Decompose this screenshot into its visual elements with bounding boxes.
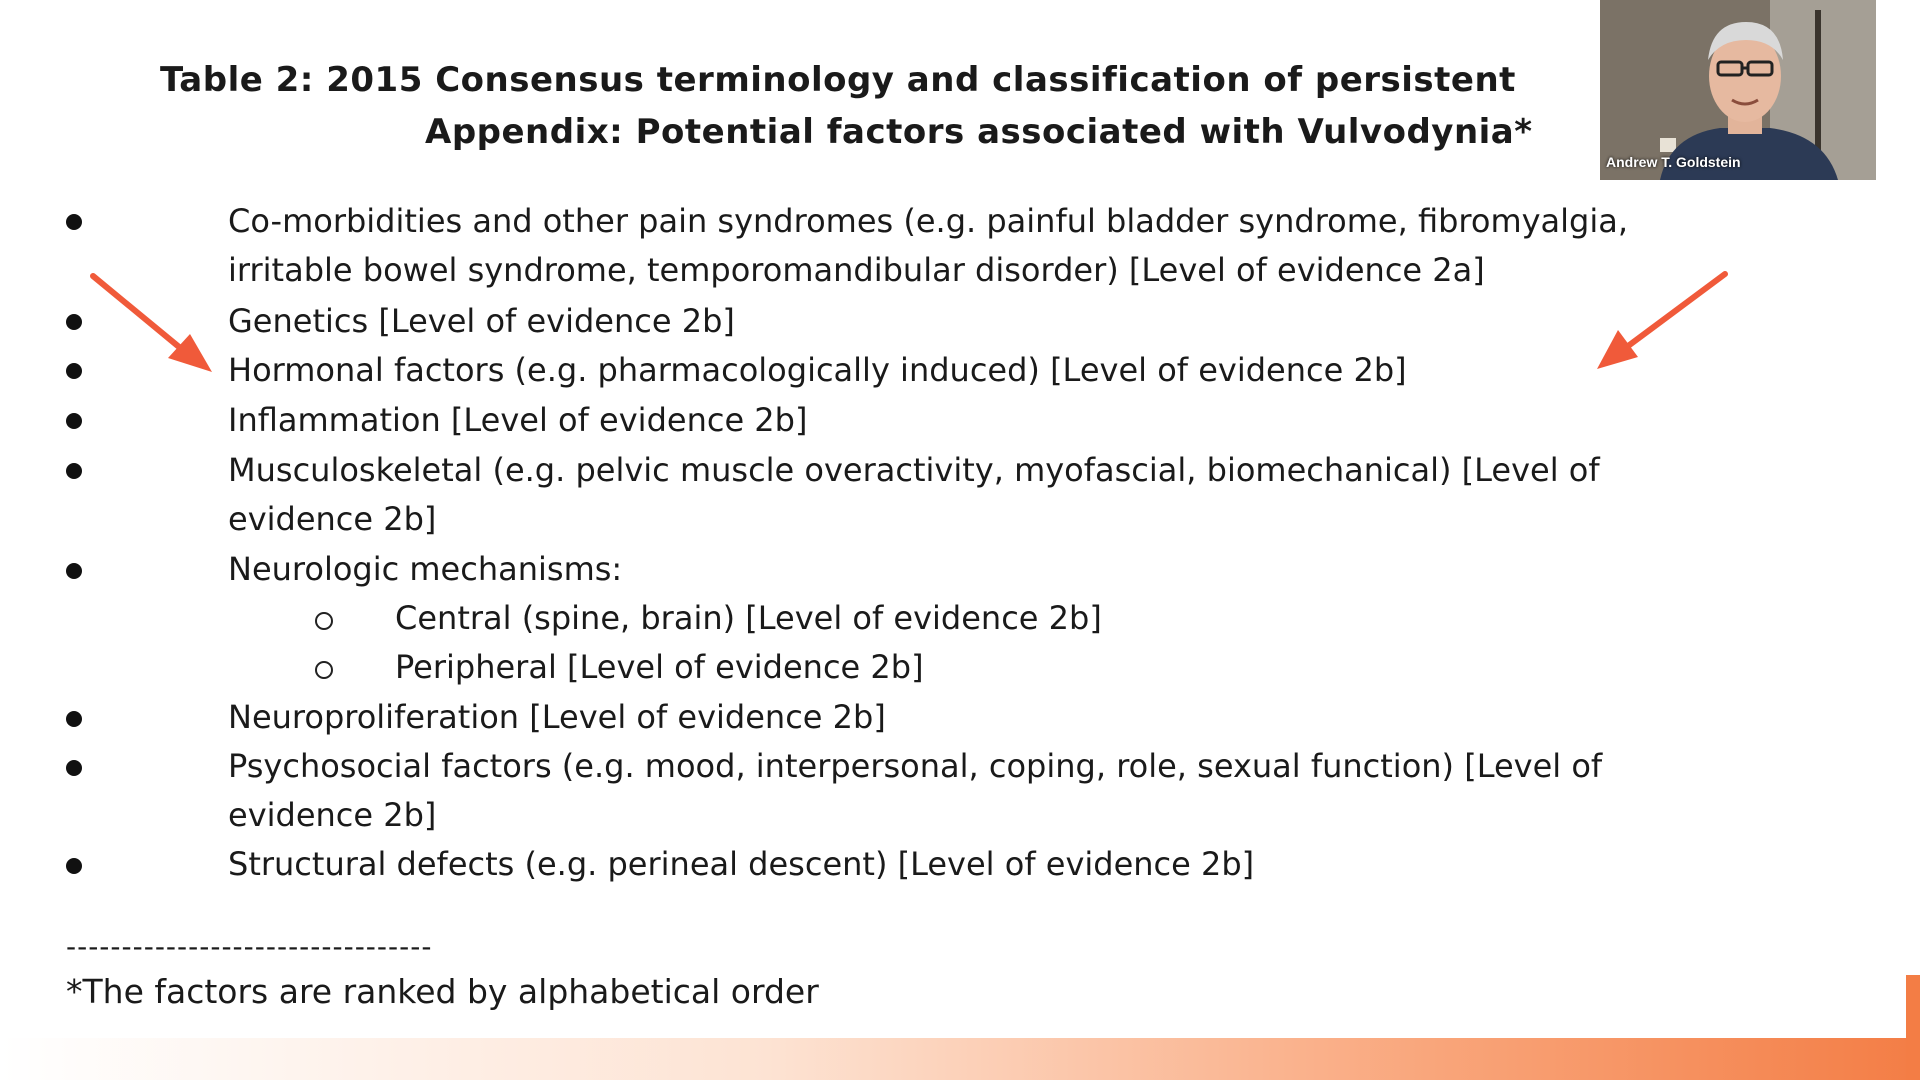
- sub-item-peripheral: Peripheral [Level of evidence 2b]: [395, 648, 924, 686]
- slide-title: Table 2: 2015 Consensus terminology and classification of persistent: [160, 60, 1516, 100]
- list-item-neurologic: Neurologic mechanisms:: [228, 550, 623, 588]
- list-item-neuroproliferation: Neuroproliferation [Level of evidence 2b]: [228, 698, 886, 736]
- list-item-comorbidities: Co-morbidities and other pain syndromes (e.g. painful bladder syndrome, fibromyalgia,: [228, 202, 1629, 240]
- list-item-inflammation: Inflammation [Level of evidence 2b]: [228, 401, 808, 439]
- sub-item-central: Central (spine, brain) [Level of evidence 2b]: [395, 599, 1102, 637]
- right-accent-bar: [1906, 975, 1920, 1080]
- webcam-video-tile[interactable]: [1600, 0, 1876, 180]
- list-item-psychosocial-continued: evidence 2b]: [228, 796, 437, 834]
- list-item-musculoskeletal: Musculoskeletal (e.g. pelvic muscle overactivity, myofascial, biomechanical) [Level of: [228, 451, 1600, 489]
- slide-subtitle: Appendix: Potential factors associated with Vulvodynia*: [425, 112, 1533, 152]
- list-item-structural: Structural defects (e.g. perineal descent) [Level of evidence 2b]: [228, 845, 1255, 883]
- list-item-psychosocial: Psychosocial factors (e.g. mood, interpersonal, coping, role, sexual function) [Level of: [228, 747, 1603, 785]
- footnote-divider: ---------------------------------: [66, 930, 433, 963]
- list-item-musculoskeletal-continued: evidence 2b]: [228, 500, 437, 538]
- footnote: *The factors are ranked by alphabetical order: [66, 972, 819, 1011]
- list-item-hormonal: Hormonal factors (e.g. pharmacologically induced) [Level of evidence 2b]: [228, 351, 1407, 389]
- list-item-comorbidities-continued: irritable bowel syndrome, temporomandibular disorder) [Level of evidence 2a]: [228, 251, 1485, 289]
- arrow-left-icon: [93, 276, 212, 372]
- participant-name-label: Andrew T. Goldstein: [1606, 154, 1741, 170]
- list-item-genetics: Genetics [Level of evidence 2b]: [228, 302, 735, 340]
- bottom-gradient-band: [0, 1038, 1920, 1080]
- arrow-right-icon: [1597, 274, 1725, 369]
- participant-video-image: [1600, 0, 1876, 180]
